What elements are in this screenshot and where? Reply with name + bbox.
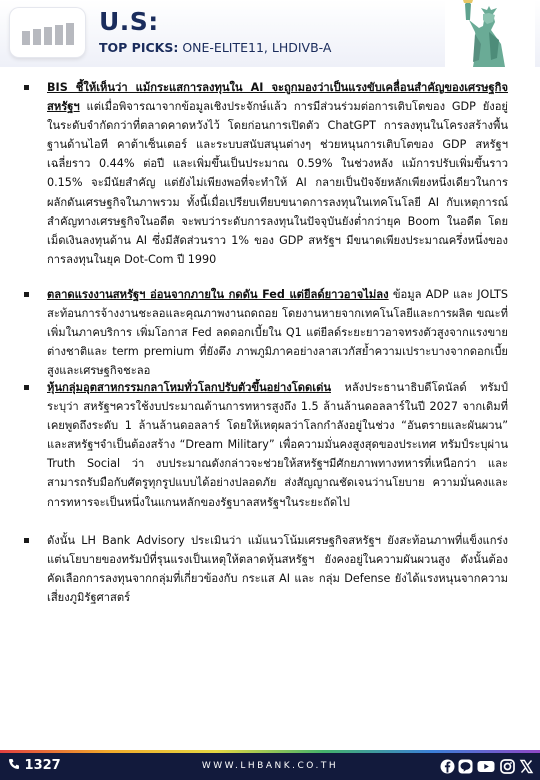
x-icon[interactable]: [519, 759, 534, 774]
bullet-text: หลังประธานาธิบดีโดนัลด์ ทรัมป์ ระบุว่า สหรัฐฯควรใช้งบประมาณด้านการทหารสูงถึง 1.5 ล้านล้านดอลลาร์ในปี 2027 จากเดิมที่เคยพูดถึงระดับ 1 ล้านล้านดอลลาร์ โดยให้เหตุผลว่าโลกกำลังอยู่ในช่วง “อันตรายและผันผวน” และสหรัฐฯจำเป็นต้องสร้าง “Dream Military” เพื่อความมั่นคงสูงสุดของประเทศ ทรัมป์ระบุผ่าน Truth Social ว่า งบประมาณดังกล่าวจะช่วยให้สหรัฐฯมีศักยภาพทางทหารที่เหนือกว่า และสามารถรับมือกับศัตรูทุกรูปแบบได้อย่างปลอดภัย ส่งสัญญาณชัดเจนว่านโยบาย ความมั่นคงและการทหารจะเป็นหนึ่งในแกนหลักของรัฐบาลสหรัฐฯในระยะถัดไป: [47, 381, 508, 509]
bullet-text: ข้อมูล ADP และ JOLTS สะท้อนการจ้างงานชะลอและคุณภาพงานถดถอย โดยงานหายจากเทคโนโลยีและการผลิต ขณะที่เพิ่มในภาคบริการ เพิ่มโอกาส Fed ลดดอกเบี้ยใน Q1 แต่ยีลด์ระยะยาวอาจทรงตัวสูงจากแรงขายต่างชาติและ term premium ที่ยังตึง ภาพภูมิภาคอย่างลาสเวกัสย้ำความเปราะบางจากดอกเบี้ยสูงและเศรษฐกิจชะลอ: [47, 288, 508, 378]
page-subtitle: [99, 40, 331, 55]
line-icon[interactable]: [458, 759, 473, 774]
instagram-icon[interactable]: [500, 759, 515, 774]
content-body: [20, 78, 508, 607]
subtitle-label: TOP PICKS:: [99, 40, 179, 55]
list-item: [20, 531, 508, 607]
bullet-heading: ตลาดแรงงานสหรัฐฯ อ่อนจากภายใน กดดัน Fed แต่ยีลด์ยาวอาจไม่ลง: [47, 288, 389, 301]
lh-bank-logo: [10, 8, 85, 57]
bullet-icon: [24, 385, 29, 390]
facebook-icon[interactable]: [440, 759, 455, 774]
page-title: U.S:: [99, 7, 159, 36]
list-item: [20, 378, 508, 531]
bullet-icon: [24, 292, 29, 297]
list-item: [20, 78, 508, 285]
bullet-heading: BIS ชี้ให้เห็นว่า แม้กระแสการลงทุนใน AI จะถูกมองว่าเป็นแรงขับเคลื่อนสำคัญของเศรษฐกิจสหรัฐฯ: [47, 81, 508, 114]
bullet-text: แต่เมื่อพิจารณาจากข้อมูลเชิงประจักษ์แล้ว การมีส่วนร่วมต่อการเติบโตของ GDP ยังอยู่ในระดับจำกัดกว่าที่ตลาดคาดหวังไว้ โดยก่อนการเปิดตัว ChatGPT การลงทุนในโครงสร้างพื้นฐานด้านไอที คาต้าเซ็นเตอร์ และระบบสนับสนุนต่างๆ ช่วยหนุนการเติบโตของ GDP สหรัฐฯ เฉลี่ยราว 0.44% ต่อปี และเพิ่มขึ้นเป็นประมาณ 0.59% ในช่วงหลัง แม้การปรับเพิ่มขึ้นราว 0.15% จะมีนัยสำคัญ แต่ยังไม่เพียงพอที่จะทำให้ AI กลายเป็นปัจจัยหลักเพียงหนึ่งเดียวในการผลักดันเศรษฐกิจในภาพรวม ทั้งนี้เมื่อเปรียบเทียบขนาดการลงทุนในเทคโนโลยี AI กับเหตุการณ์สำคัญทางเศรษฐกิจในอดีต จะพบว่าระดับการลงทุนในปัจจุบันยังต่ำกว่ายุค Boom ในอดีต โดยเม็ดเงินลงทุนด้าน AI ซึ่งมีสัดส่วนราว 1% ของ GDP สหรัฐฯ มีขนาดเพียงประมาณครึ่งหนึ่งของการลงทุนในยุค Dot-Com ปี 1990: [47, 100, 508, 266]
youtube-icon[interactable]: [477, 759, 495, 774]
header: [0, 0, 540, 67]
bullet-icon: [24, 85, 29, 90]
subtitle-picks: ONE-ELITE11, LHDIVB-A: [178, 40, 332, 55]
bullet-icon: [24, 538, 29, 543]
footer: [0, 753, 540, 780]
website-link[interactable]: WWW.LHBANK.CO.TH: [201, 761, 339, 771]
bullet-heading: หุ้นกลุ่มอุตสาหกรรมกลาโหมทั่วโลกปรับตัวขึ้นอย่างโดดเด่น: [47, 381, 331, 394]
bullet-text: ดังนั้น LH Bank Advisory ประเมินว่า แม้แนวโน้มเศรษฐกิจสหรัฐฯ ยังสะท้อนภาพที่แข็งแกร่ง แต่นโยบายของทรัมป์ที่รุนแรงเป็นเหตุให้ตลาดหุ้นสหรัฐฯ ยังคงอยู่ในความผันผวนสูง ดังนั้นต้องคัดเลือกการลงทุนจากกลุ่มที่เกี่ยวข้องกับ กระแส AI และ กลุ่ม Defense ยังได้แรงหนุนจากความเสี่ยงภูมิรัฐศาสตร์: [47, 534, 508, 605]
list-item: [20, 285, 508, 378]
phone-number: 1327: [24, 758, 61, 773]
statue-of-liberty-image: [445, 0, 535, 67]
